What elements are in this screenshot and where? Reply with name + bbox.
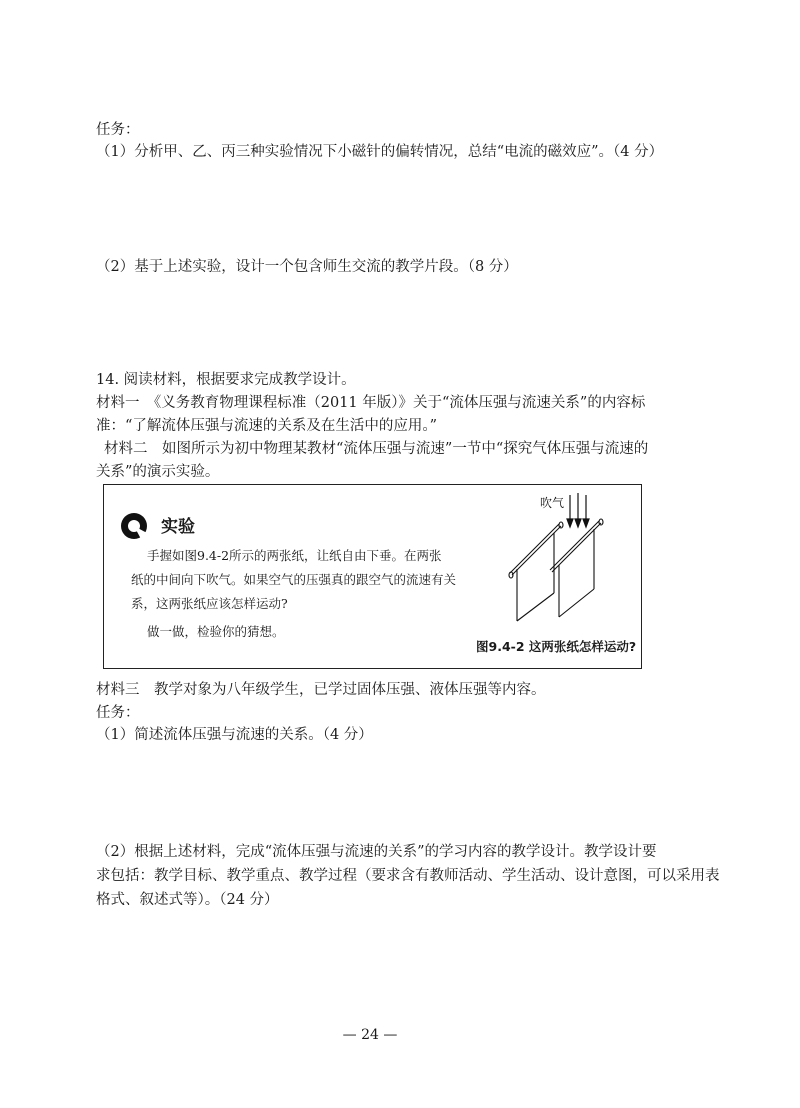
experiment-icon	[119, 511, 149, 541]
task2-question-1: （1）简述流体压强与流速的关系。（4 分）	[96, 727, 373, 743]
paper-front	[509, 522, 563, 621]
airflow-arrows-icon	[567, 493, 589, 527]
material-2-line-2: 关系”的演示实验。	[96, 464, 220, 480]
experiment-text-line-1: 手握如图9.4-2所示的两张纸，让纸自由下垂。在两张	[147, 548, 442, 563]
experiment-title: 实验	[161, 517, 195, 537]
figure-caption: 图9.4-2 这两张纸怎样运动?	[476, 639, 637, 654]
experiment-figure	[103, 484, 642, 669]
two-papers-illustration	[484, 489, 634, 634]
material-1-line-1: 材料一 《义务教育物理课程标准（2011 年版）》关于“流体压强与流速关系”的内容标	[96, 395, 646, 411]
task2-question-2-line-2: 求包括：教学目标、教学重点、教学过程（要求含有教师活动、学生活动、设计意图，可以采用表	[96, 868, 720, 884]
blow-label: 吹气	[540, 496, 565, 510]
experiment-text-line-4: 做一做，检验你的猜想。	[147, 624, 285, 639]
task1-question-2: （2）基于上述实验，设计一个包含师生交流的教学片段。（8 分）	[96, 259, 518, 275]
material-1-line-2: 准：“了解流体压强与流速的关系及在生活中的应用。”	[96, 418, 438, 434]
task-label-2: 任务：	[96, 705, 140, 721]
material-3: 材料三 教学对象为八年级学生，已学过固体压强、液体压强等内容。	[96, 682, 546, 698]
task2-question-2-line-3: 格式、叙述式等）。（24 分）	[96, 892, 279, 908]
task1-question-1: （1）分析甲、乙、丙三种实验情况下小磁针的偏转情况，总结“电流的磁效应”。（4 分）	[96, 144, 664, 160]
page-number: — 24 —	[342, 1027, 398, 1043]
experiment-text-line-3: 系，这两张纸应该怎样运动?	[131, 596, 288, 611]
material-2-line-1: 材料二 如图所示为初中物理某教材“流体压强与流速”一节中“探究气体压强与流速的	[104, 441, 649, 457]
paper-back	[550, 519, 603, 617]
experiment-text-line-2: 纸的中间向下吹气。如果空气的压强真的跟空气的流速有关	[131, 572, 457, 587]
task2-question-2-line-1: （2）根据上述材料，完成“流体压强与流速的关系”的学习内容的教学设计。教学设计要	[96, 844, 657, 860]
task-label: 任务：	[96, 122, 140, 138]
question-14-intro: 14. 阅读材料，根据要求完成教学设计。	[96, 372, 356, 388]
